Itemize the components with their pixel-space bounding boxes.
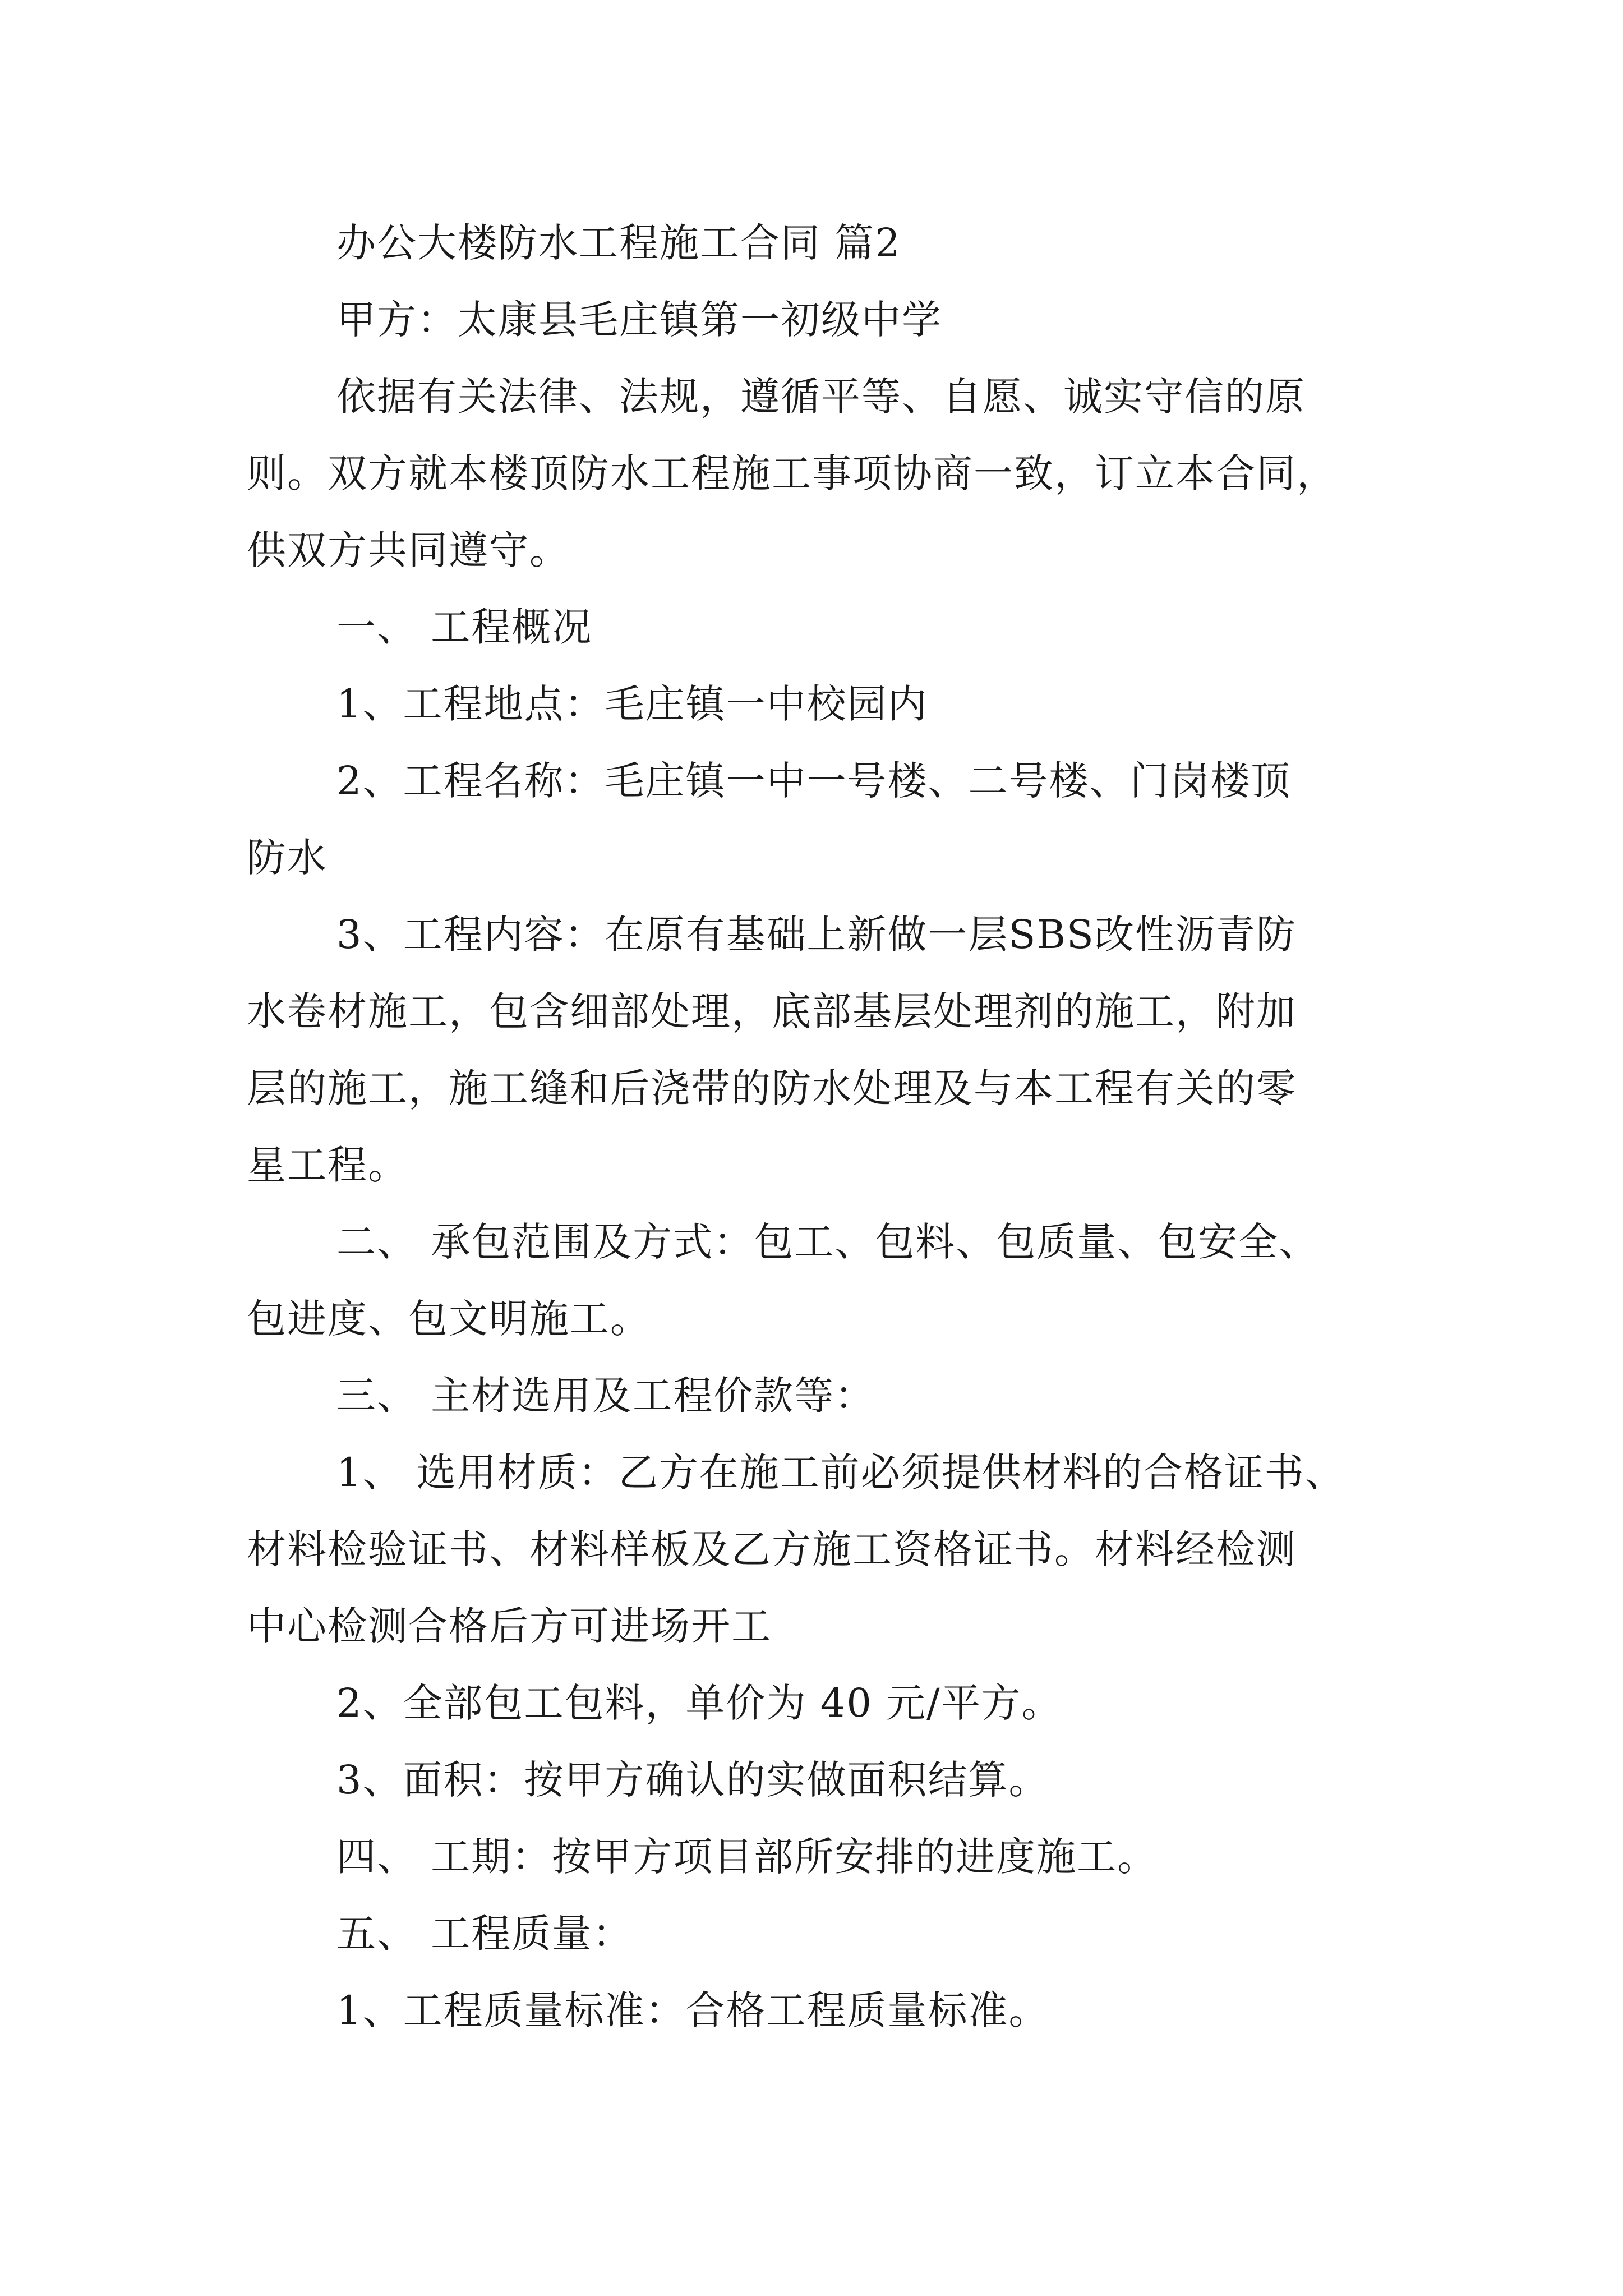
section3-item2: 2、全部包工包料，单价为 40 元/平方。 xyxy=(336,1680,1062,1726)
section4-line: 四、 工期：按甲方项目部所安排的进度施工。 xyxy=(336,1834,1158,1880)
section3-heading: 三、 主材选用及工程价款等： xyxy=(336,1373,875,1419)
section2-line: 二、 承包范围及方式：包工、包料、包质量、包安全、 xyxy=(336,1219,1320,1265)
party-a-line: 甲方：太康县毛庄镇第一初级中学 xyxy=(336,297,942,343)
section1-heading: 一、 工程概况 xyxy=(336,604,593,650)
section1-item3-line: 水卷材施工，包含细部处理，底部基层处理剂的施工，附加 xyxy=(247,988,1297,1034)
section5-heading: 五、 工程质量： xyxy=(336,1911,633,1957)
section1-item3-line: 3、工程内容：在原有基础上新做一层SBS改性沥青防 xyxy=(336,912,1297,958)
section1-item3-line: 层的施工，施工缝和后浇带的防水处理及与本工程有关的零 xyxy=(247,1065,1297,1111)
section1-item2-line: 防水 xyxy=(247,835,328,881)
intro-line: 则。双方就本楼顶防水工程施工事项协商一致，订立本合同， xyxy=(247,450,1337,496)
document-title: 办公大楼防水工程施工合同 篇2 xyxy=(336,220,901,266)
section5-item1: 1、工程质量标准：合格工程质量标准。 xyxy=(336,1987,1049,2033)
section2-line: 包进度、包文明施工。 xyxy=(247,1296,651,1342)
section3-item1-line: 中心检测合格后方可进场开工 xyxy=(247,1603,772,1649)
section3-item1-line: 材料检验证书、材料样板及乙方施工资格证书。材料经检测 xyxy=(247,1526,1297,1572)
section1-item1: 1、工程地点：毛庄镇一中校园内 xyxy=(336,681,928,727)
intro-line: 供双方共同遵守。 xyxy=(247,527,570,573)
section1-item2-line: 2、工程名称：毛庄镇一中一号楼、二号楼、门岗楼顶 xyxy=(336,758,1292,804)
section1-item3-line: 星工程。 xyxy=(247,1142,408,1188)
section3-item3: 3、面积：按甲方确认的实做面积结算。 xyxy=(336,1757,1049,1803)
intro-line: 依据有关法律、法规，遵循平等、自愿、诚实守信的原 xyxy=(336,374,1306,420)
section3-item1-line: 1、 选用材质：乙方在施工前必须提供材料的合格证书、 xyxy=(336,1450,1345,1496)
